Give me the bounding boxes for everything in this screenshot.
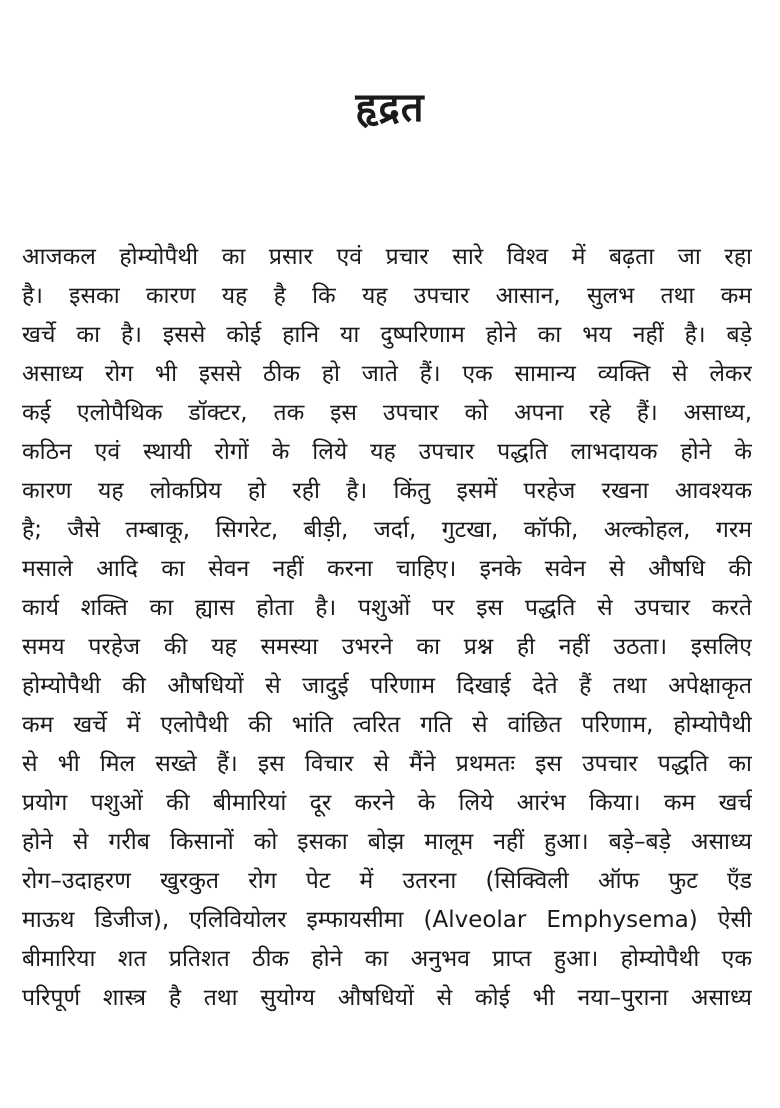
text-line: माऊथ डिजीज), एलिवियोलर इम्फायसीमा (Alveolar Emphysema) ऐसी <box>22 907 752 933</box>
text-line: असाध्य रोग भी इससे ठीक हो जाते हैं। एक सामान्य व्यक्ति से लेकर <box>22 361 752 387</box>
text-line: बीमारिया शत प्रतिशत ठीक होने का अनुभव प्राप्त हुआ। होम्योपैथी एक <box>22 946 752 972</box>
text-line: है। इसका कारण यह है कि यह उपचार आसान, सुलभ तथा कम <box>22 283 752 309</box>
text-line: खर्चे का है। इससे कोई हानि या दुष्परिणाम होने का भय नहीं है। बड़े <box>22 322 752 348</box>
text-line: परिपूर्ण शास्त्र है तथा सुयोग्य औषधियों से कोई भी नया–पुराना असाध्य <box>22 985 752 1011</box>
text-line: समय परहेज की यह समस्या उभरने का प्रश्न ही नहीं उठता। इसलिए <box>22 634 752 660</box>
text-line: कार्य शक्ति का ह्यास होता है। पशुओं पर इस पद्धति से उपचार करते <box>22 595 752 621</box>
text-line: कई एलोपैथिक डॉक्टर, तक इस उपचार को अपना रहे हैं। असाध्य, <box>22 400 752 426</box>
text-line: कम खर्चे में एलोपैथी की भांति त्वरित गति से वांछित परिणाम, होम्योपैथी <box>22 712 752 738</box>
text-line: होम्योपैथी की औषधियों से जादुई परिणाम दिखाई देते हैं तथा अपेक्षाकृत <box>22 673 752 699</box>
body-paragraph <box>22 238 752 1018</box>
text-line: आजकल होम्योपैथी का प्रसार एवं प्रचार सारे विश्व में बढ़ता जा रहा <box>22 244 752 270</box>
text-line: है; जैसे तम्बाकू, सिगरेट, बीड़ी, जर्दा, गुटखा, कॉफी, अल्कोहल, गरम <box>22 517 752 543</box>
page-title: हृद्रत <box>355 85 425 131</box>
text-line: कारण यह लोकप्रिय हो रही है। किंतु इसमें परहेज रखना आवश्यक <box>22 478 752 504</box>
text-line: से भी मिल सख्ते हैं। इस विचार से मैंने प्रथमतः इस उपचार पद्धति का <box>22 751 752 777</box>
text-line: कठिन एवं स्थायी रोगों के लिये यह उपचार पद्धति लाभदायक होने के <box>22 439 752 465</box>
text-line: मसाले आदि का सेवन नहीं करना चाहिए। इनके सवेन से औषधि की <box>22 556 752 582</box>
text-line: होने से गरीब किसानों को इसका बोझ मालूम नहीं हुआ। बड़े–बड़े असाध्य <box>22 829 752 855</box>
text-line: रोग–उदाहरण खुरकुत रोग पेट में उतरना (सिक्विली ऑफ फुट ऍंड <box>22 868 752 894</box>
text-line: प्रयोग पशुओं की बीमारियां दूर करने के लिये आरंभ किया। कम खर्च <box>22 790 752 816</box>
